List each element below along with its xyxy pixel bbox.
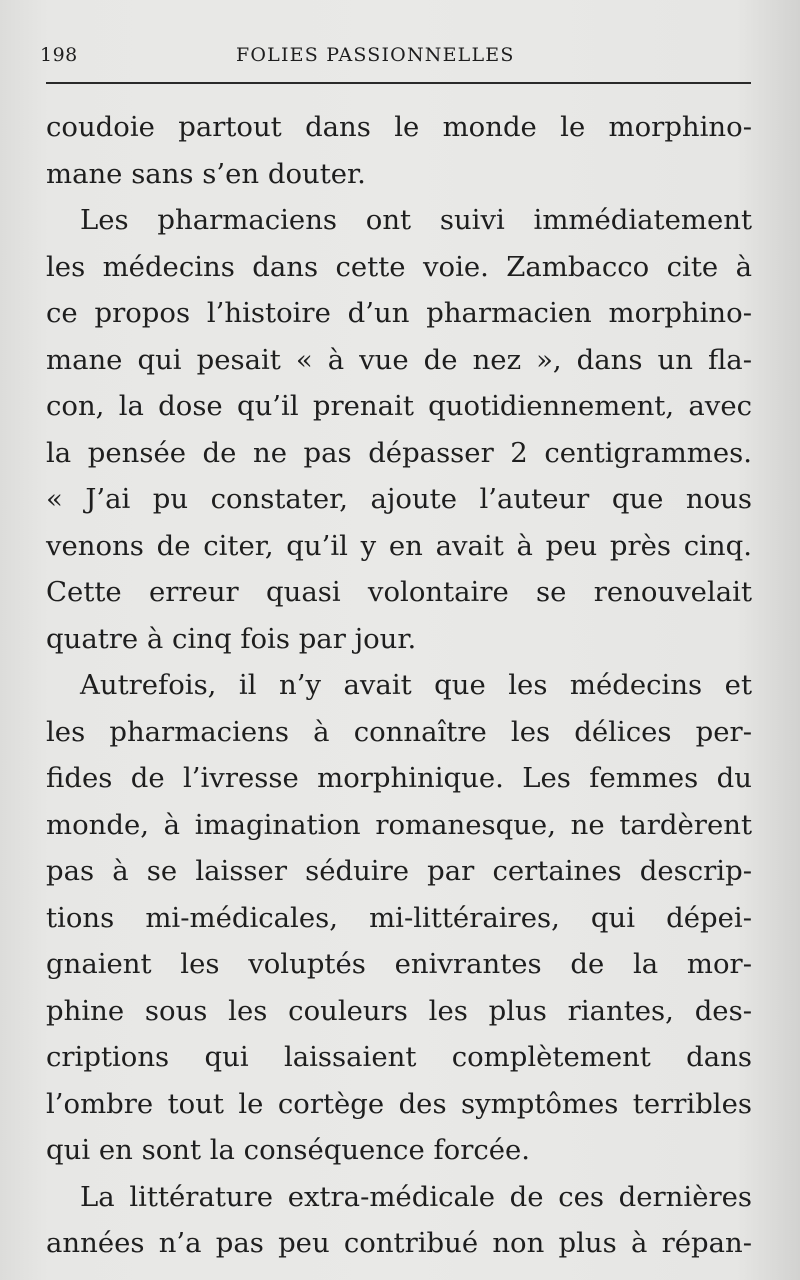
text-line: les pharmaciens à connaître les délices per- <box>46 715 752 748</box>
text-line: con, la dose qu’il prenait quotidiennement, avec <box>46 390 752 422</box>
text-line: ce propos l’histoire d’un pharmacien morphino- <box>46 297 752 329</box>
header-rule <box>46 82 751 84</box>
text-line: Les pharmaciens ont suivi immédiatement <box>80 204 752 236</box>
text-line: fides de l’ivresse morphinique. Les femmes du <box>46 762 752 794</box>
text-line: mane qui pesait « à vue de nez », dans un fla- <box>46 343 752 376</box>
text-line: Autrefois, il n’y avait que les médecins et <box>80 669 752 701</box>
text-line: qui en sont la conséquence forcée. <box>46 1134 531 1166</box>
running-title: FOLIES PASSIONNELLES <box>236 44 515 66</box>
page-number: 198 <box>40 44 78 66</box>
text-line: criptions qui laissaient complètement dans <box>46 1041 752 1073</box>
text-line: années n’a pas peu contribué non plus à répan- <box>46 1227 752 1259</box>
text-line: mane sans s’en douter. <box>46 157 366 190</box>
text-line: pas à se laisser séduire par certaines descrip- <box>46 855 752 887</box>
text-line: les médecins dans cette voie. Zambacco cite à <box>46 250 752 283</box>
text-line: « J’ai pu constater, ajoute l’auteur que nous <box>46 483 752 515</box>
page-header <box>38 40 748 74</box>
text-line: phine sous les couleurs les plus riantes, des- <box>46 994 752 1027</box>
text-line: la pensée de ne pas dépasser 2 centigrammes. <box>46 436 752 469</box>
text-line: monde, à imagination romanesque, ne tardèrent <box>46 808 752 841</box>
text-line: quatre à cinq fois par jour. <box>46 622 417 655</box>
text-line: La littérature extra-médicale de ces dernières <box>80 1180 752 1213</box>
text-line: l’ombre tout le cortège des symptômes terribles <box>46 1087 752 1120</box>
text-line: Cette erreur quasi volontaire se renouvelait <box>46 576 752 608</box>
text-line: gnaient les voluptés enivrantes de la mor- <box>46 948 752 980</box>
text-line: tions mi-médicales, mi-littéraires, qui dépei- <box>46 901 752 934</box>
text-line: coudoie partout dans le monde le morphino- <box>46 111 752 143</box>
text-line: venons de citer, qu’il y en avait à peu près cinq. <box>46 529 752 562</box>
body-text <box>46 104 752 1267</box>
